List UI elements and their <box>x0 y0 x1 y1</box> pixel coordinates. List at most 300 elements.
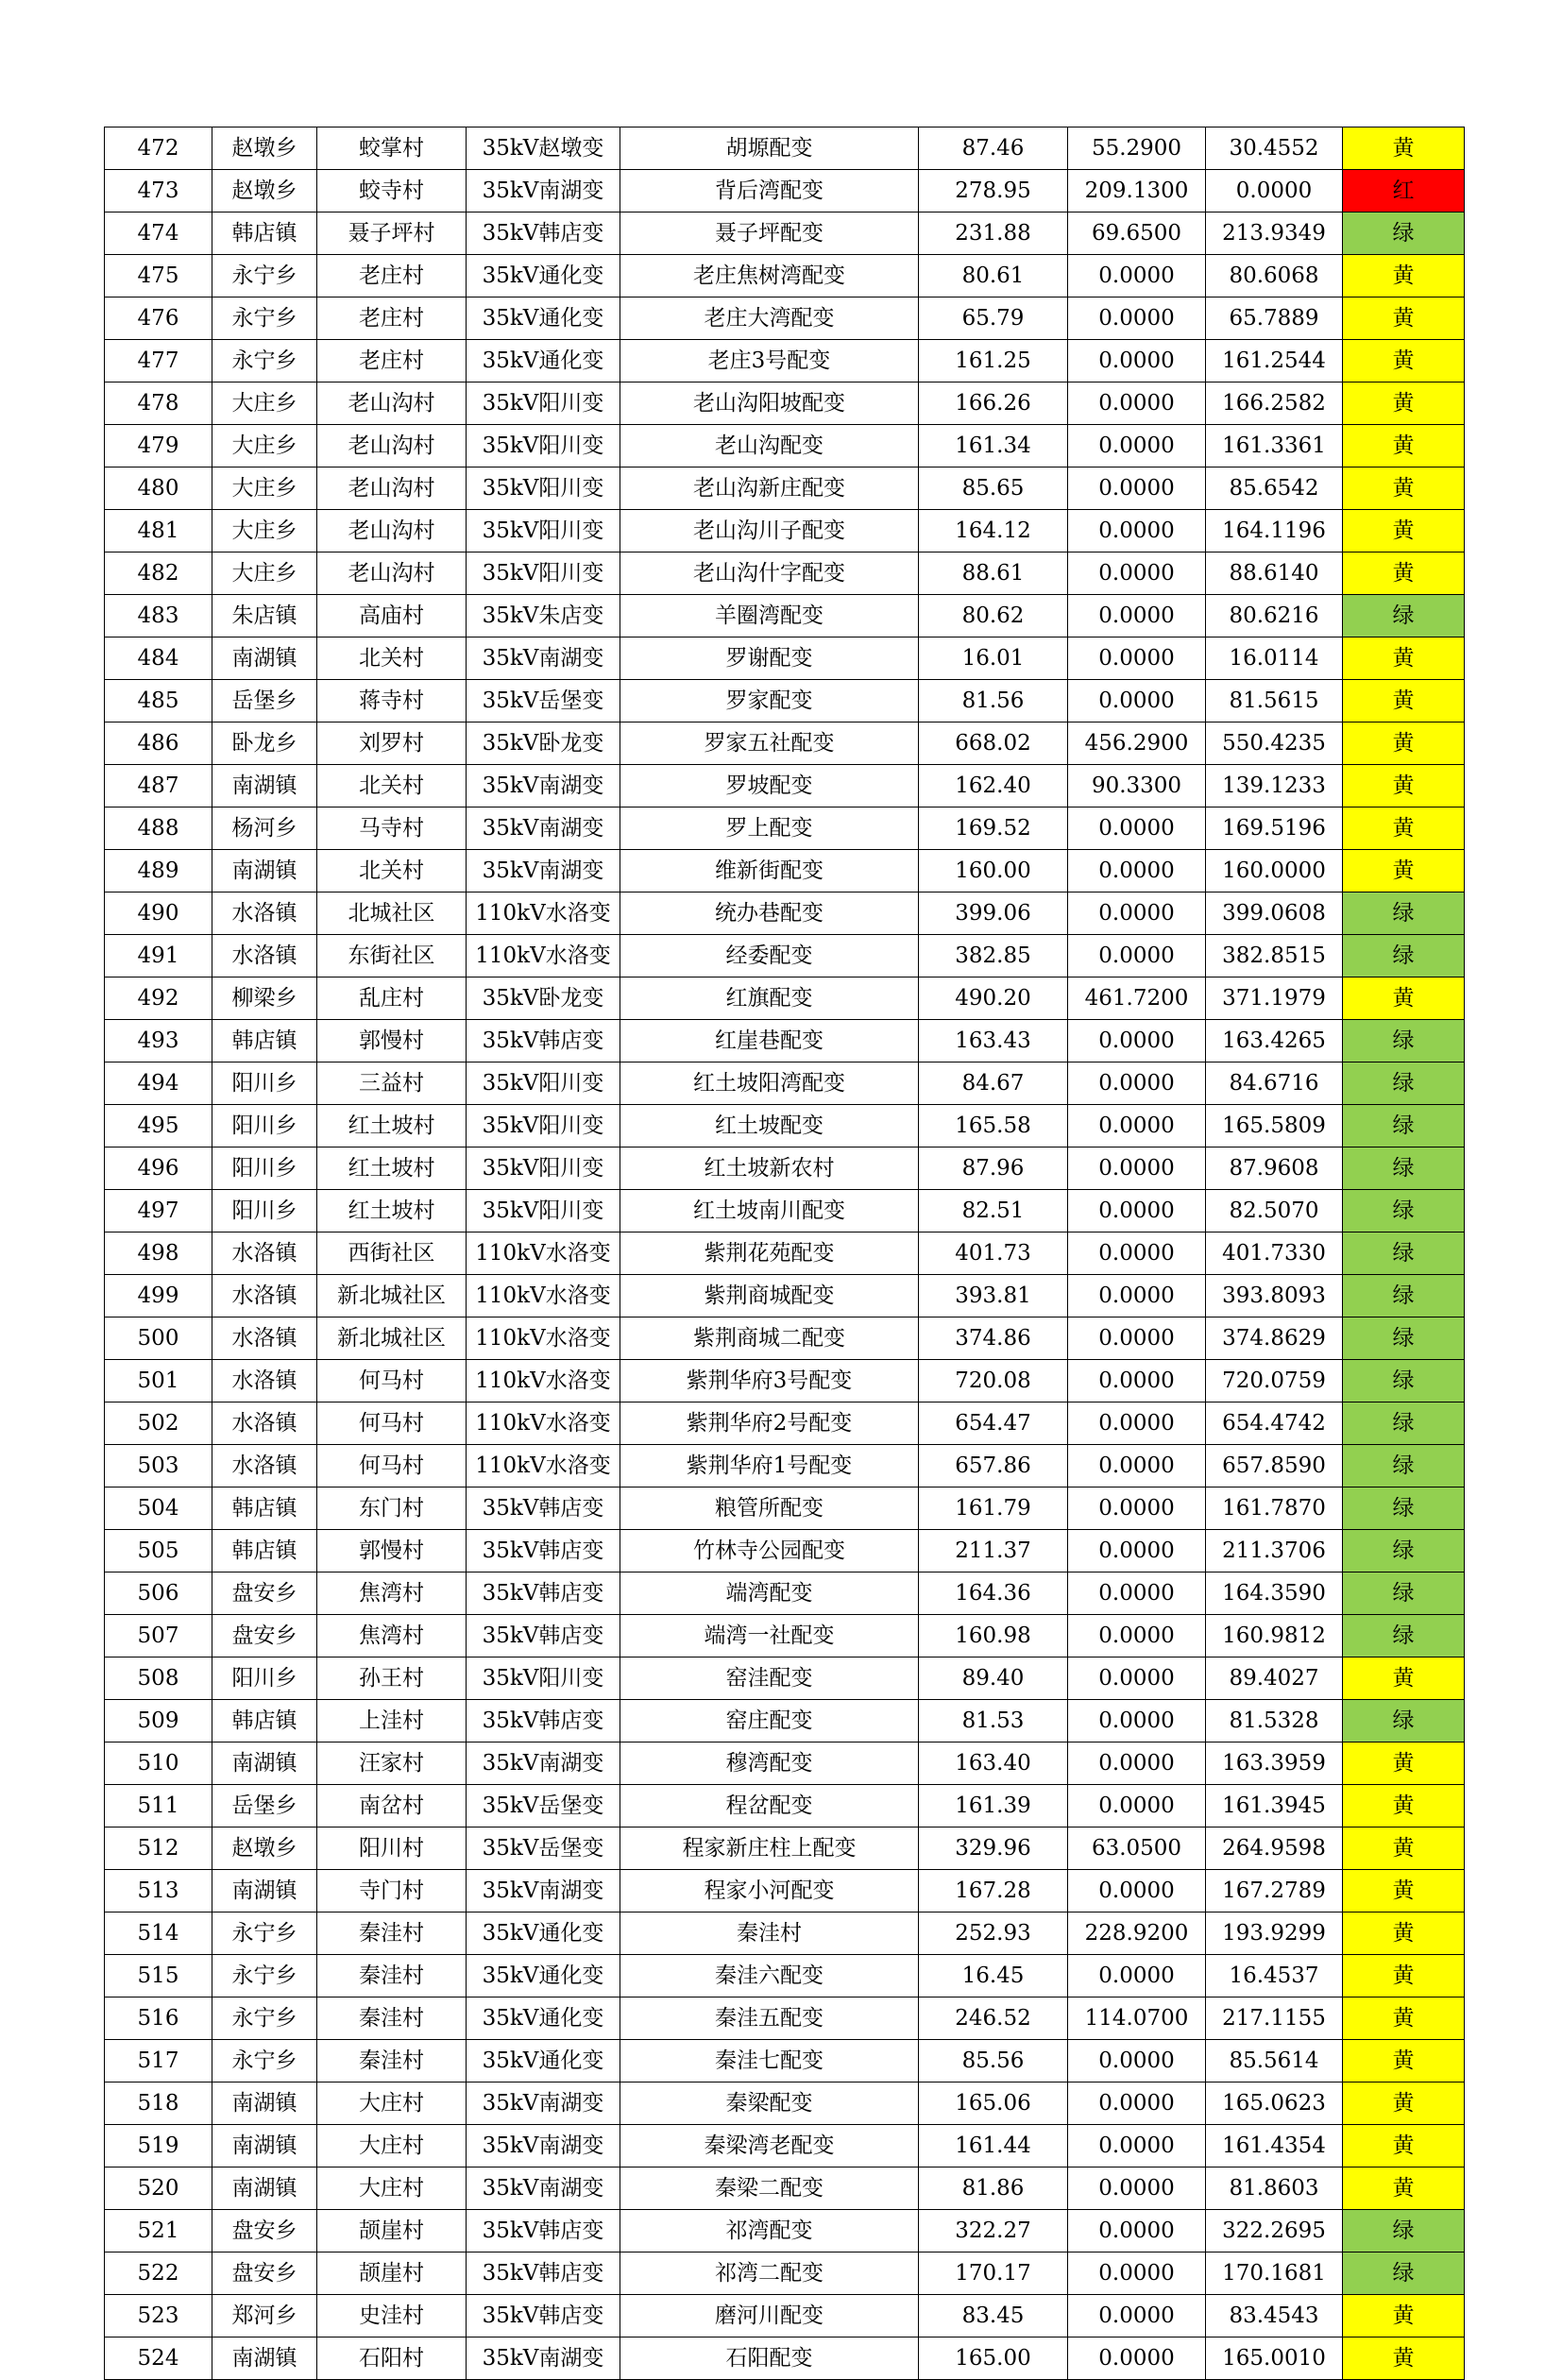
capacity-cell: 167.28 <box>919 1870 1068 1912</box>
table-row <box>105 1445 1465 1488</box>
township-cell: 韩店镇 <box>212 1488 317 1530</box>
row-number-cell: 518 <box>105 2082 212 2125</box>
village-cell: 焦湾村 <box>317 1572 467 1615</box>
table-row <box>105 1275 1465 1318</box>
table-row <box>105 595 1465 638</box>
row-number-cell: 508 <box>105 1658 212 1700</box>
value-a-cell: 0.0000 <box>1068 850 1206 892</box>
township-cell: 赵墩乡 <box>212 170 317 212</box>
transformer-name-cell: 老山沟新庄配变 <box>620 468 919 510</box>
value-a-cell: 0.0000 <box>1068 1445 1206 1488</box>
value-b-cell: 654.4742 <box>1206 1402 1343 1445</box>
value-a-cell: 0.0000 <box>1068 1955 1206 1998</box>
village-cell: 秦洼村 <box>317 1955 467 1998</box>
village-cell: 马寺村 <box>317 808 467 850</box>
substation-cell: 110kV水洛变 <box>467 892 620 935</box>
value-b-cell: 88.6140 <box>1206 552 1343 595</box>
status-cell: 绿 <box>1343 2252 1465 2295</box>
table-row <box>105 1148 1465 1190</box>
substation-cell: 35kV阳川变 <box>467 1062 620 1105</box>
township-cell: 南湖镇 <box>212 1870 317 1912</box>
value-a-cell: 55.2900 <box>1068 128 1206 170</box>
value-a-cell: 209.1300 <box>1068 170 1206 212</box>
capacity-cell: 231.88 <box>919 212 1068 255</box>
value-b-cell: 30.4552 <box>1206 128 1343 170</box>
village-cell: 新北城社区 <box>317 1275 467 1318</box>
transformer-name-cell: 端湾配变 <box>620 1572 919 1615</box>
row-number-cell: 487 <box>105 765 212 808</box>
row-number-cell: 512 <box>105 1828 212 1870</box>
substation-cell: 35kV韩店变 <box>467 2210 620 2252</box>
transformer-name-cell: 维新街配变 <box>620 850 919 892</box>
value-a-cell: 0.0000 <box>1068 425 1206 468</box>
value-a-cell: 0.0000 <box>1068 2338 1206 2380</box>
substation-cell: 35kV南湖变 <box>467 170 620 212</box>
substation-cell: 35kV南湖变 <box>467 2168 620 2210</box>
table-row <box>105 510 1465 552</box>
transformer-name-cell: 窑庄配变 <box>620 1700 919 1742</box>
village-cell: 寺门村 <box>317 1870 467 1912</box>
township-cell: 南湖镇 <box>212 2125 317 2168</box>
transformer-name-cell: 竹林寺公园配变 <box>620 1530 919 1572</box>
transformer-name-cell: 羊圈湾配变 <box>620 595 919 638</box>
status-cell: 绿 <box>1343 1360 1465 1402</box>
village-cell: 大庄村 <box>317 2125 467 2168</box>
transformer-name-cell: 秦梁湾老配变 <box>620 2125 919 2168</box>
substation-cell: 35kV阳川变 <box>467 552 620 595</box>
village-cell: 东门村 <box>317 1488 467 1530</box>
substation-cell: 110kV水洛变 <box>467 1445 620 1488</box>
value-a-cell: 0.0000 <box>1068 935 1206 978</box>
capacity-cell: 720.08 <box>919 1360 1068 1402</box>
township-cell: 韩店镇 <box>212 212 317 255</box>
township-cell: 水洛镇 <box>212 892 317 935</box>
transformer-name-cell: 程岔配变 <box>620 1785 919 1828</box>
village-cell: 上洼村 <box>317 1700 467 1742</box>
village-cell: 老山沟村 <box>317 552 467 595</box>
table-row <box>105 1615 1465 1658</box>
capacity-cell: 399.06 <box>919 892 1068 935</box>
township-cell: 永宁乡 <box>212 1998 317 2040</box>
status-cell: 绿 <box>1343 212 1465 255</box>
village-cell: 何马村 <box>317 1402 467 1445</box>
value-a-cell: 0.0000 <box>1068 298 1206 340</box>
transformer-name-cell: 罗上配变 <box>620 808 919 850</box>
village-cell: 蛟掌村 <box>317 128 467 170</box>
value-a-cell: 0.0000 <box>1068 2082 1206 2125</box>
value-b-cell: 16.4537 <box>1206 1955 1343 1998</box>
table-row <box>105 1700 1465 1742</box>
row-number-cell: 509 <box>105 1700 212 1742</box>
value-a-cell: 0.0000 <box>1068 382 1206 425</box>
transformer-name-cell: 程家小河配变 <box>620 1870 919 1912</box>
transformer-name-cell: 端湾一社配变 <box>620 1615 919 1658</box>
capacity-cell: 161.25 <box>919 340 1068 382</box>
status-cell: 黄 <box>1343 1912 1465 1955</box>
village-cell: 秦洼村 <box>317 2040 467 2082</box>
status-cell: 黄 <box>1343 850 1465 892</box>
value-b-cell: 161.3361 <box>1206 425 1343 468</box>
row-number-cell: 478 <box>105 382 212 425</box>
substation-cell: 35kV南湖变 <box>467 1870 620 1912</box>
township-cell: 阳川乡 <box>212 1148 317 1190</box>
status-cell: 黄 <box>1343 2295 1465 2338</box>
value-b-cell: 166.2582 <box>1206 382 1343 425</box>
row-number-cell: 477 <box>105 340 212 382</box>
transformer-name-cell: 秦洼六配变 <box>620 1955 919 1998</box>
table-row <box>105 765 1465 808</box>
township-cell: 水洛镇 <box>212 1445 317 1488</box>
substation-cell: 110kV水洛变 <box>467 1360 620 1402</box>
township-cell: 阳川乡 <box>212 1062 317 1105</box>
township-cell: 大庄乡 <box>212 468 317 510</box>
row-number-cell: 493 <box>105 1020 212 1062</box>
table-row <box>105 1785 1465 1828</box>
village-cell: 老山沟村 <box>317 510 467 552</box>
row-number-cell: 485 <box>105 680 212 722</box>
transformer-name-cell: 罗家五社配变 <box>620 722 919 765</box>
status-cell: 黄 <box>1343 468 1465 510</box>
substation-cell: 35kV南湖变 <box>467 1742 620 1785</box>
transformer-name-cell: 统办巷配变 <box>620 892 919 935</box>
value-b-cell: 374.8629 <box>1206 1318 1343 1360</box>
village-cell: 何马村 <box>317 1360 467 1402</box>
substation-cell: 35kV韩店变 <box>467 2295 620 2338</box>
transformer-name-cell: 秦洼村 <box>620 1912 919 1955</box>
capacity-cell: 161.39 <box>919 1785 1068 1828</box>
transformer-name-cell: 紫荆花苑配变 <box>620 1232 919 1275</box>
village-cell: 郭慢村 <box>317 1530 467 1572</box>
value-b-cell: 213.9349 <box>1206 212 1343 255</box>
table-row <box>105 2082 1465 2125</box>
substation-cell: 35kV岳堡变 <box>467 1785 620 1828</box>
township-cell: 郑河乡 <box>212 2295 317 2338</box>
table-row <box>105 2295 1465 2338</box>
transformer-name-cell: 秦梁二配变 <box>620 2168 919 2210</box>
transformer-name-cell: 老庄焦树湾配变 <box>620 255 919 298</box>
substation-cell: 35kV南湖变 <box>467 2082 620 2125</box>
value-a-cell: 90.3300 <box>1068 765 1206 808</box>
table-row <box>105 1530 1465 1572</box>
village-cell: 刘罗村 <box>317 722 467 765</box>
substation-cell: 35kV韩店变 <box>467 1572 620 1615</box>
capacity-cell: 165.06 <box>919 2082 1068 2125</box>
substation-cell: 35kV韩店变 <box>467 212 620 255</box>
capacity-cell: 654.47 <box>919 1402 1068 1445</box>
village-cell: 南岔村 <box>317 1785 467 1828</box>
village-cell: 北关村 <box>317 850 467 892</box>
value-b-cell: 161.4354 <box>1206 2125 1343 2168</box>
capacity-cell: 16.45 <box>919 1955 1068 1998</box>
capacity-cell: 80.62 <box>919 595 1068 638</box>
value-a-cell: 0.0000 <box>1068 892 1206 935</box>
capacity-cell: 170.17 <box>919 2252 1068 2295</box>
substation-cell: 35kV通化变 <box>467 255 620 298</box>
capacity-cell: 83.45 <box>919 2295 1068 2338</box>
transformer-name-cell: 老山沟配变 <box>620 425 919 468</box>
transformer-name-cell: 穆湾配变 <box>620 1742 919 1785</box>
table-row <box>105 722 1465 765</box>
status-cell: 黄 <box>1343 808 1465 850</box>
value-b-cell: 160.9812 <box>1206 1615 1343 1658</box>
row-number-cell: 516 <box>105 1998 212 2040</box>
transformer-name-cell: 罗坡配变 <box>620 765 919 808</box>
village-cell: 西街社区 <box>317 1232 467 1275</box>
value-b-cell: 165.0010 <box>1206 2338 1343 2380</box>
status-cell: 绿 <box>1343 1148 1465 1190</box>
table-row <box>105 298 1465 340</box>
table-row <box>105 978 1465 1020</box>
table-row <box>105 552 1465 595</box>
village-cell: 老山沟村 <box>317 382 467 425</box>
value-a-cell: 228.9200 <box>1068 1912 1206 1955</box>
village-cell: 乱庄村 <box>317 978 467 1020</box>
capacity-cell: 85.65 <box>919 468 1068 510</box>
row-number-cell: 488 <box>105 808 212 850</box>
status-cell: 绿 <box>1343 1572 1465 1615</box>
substation-cell: 35kV阳川变 <box>467 510 620 552</box>
table-row <box>105 1998 1465 2040</box>
substation-cell: 35kV卧龙变 <box>467 722 620 765</box>
township-cell: 岳堡乡 <box>212 1785 317 1828</box>
row-number-cell: 494 <box>105 1062 212 1105</box>
capacity-cell: 161.79 <box>919 1488 1068 1530</box>
status-cell: 黄 <box>1343 638 1465 680</box>
row-number-cell: 481 <box>105 510 212 552</box>
value-a-cell: 0.0000 <box>1068 1658 1206 1700</box>
substation-cell: 35kV韩店变 <box>467 1488 620 1530</box>
status-cell: 绿 <box>1343 1190 1465 1232</box>
value-a-cell: 0.0000 <box>1068 1360 1206 1402</box>
value-b-cell: 85.5614 <box>1206 2040 1343 2082</box>
substation-cell: 35kV赵墩变 <box>467 128 620 170</box>
capacity-cell: 81.86 <box>919 2168 1068 2210</box>
township-cell: 永宁乡 <box>212 2040 317 2082</box>
village-cell: 颉崖村 <box>317 2210 467 2252</box>
row-number-cell: 483 <box>105 595 212 638</box>
value-a-cell: 0.0000 <box>1068 2210 1206 2252</box>
value-a-cell: 0.0000 <box>1068 1275 1206 1318</box>
row-number-cell: 499 <box>105 1275 212 1318</box>
substation-cell: 35kV韩店变 <box>467 1020 620 1062</box>
value-b-cell: 83.4543 <box>1206 2295 1343 2338</box>
table-row <box>105 680 1465 722</box>
transformer-name-cell: 石阳配变 <box>620 2338 919 2380</box>
township-cell: 盘安乡 <box>212 1572 317 1615</box>
status-cell: 黄 <box>1343 2338 1465 2380</box>
transformer-name-cell: 祁湾配变 <box>620 2210 919 2252</box>
capacity-cell: 322.27 <box>919 2210 1068 2252</box>
village-cell: 红土坡村 <box>317 1148 467 1190</box>
village-cell: 红土坡村 <box>317 1105 467 1148</box>
value-b-cell: 720.0759 <box>1206 1360 1343 1402</box>
row-number-cell: 510 <box>105 1742 212 1785</box>
capacity-cell: 89.40 <box>919 1658 1068 1700</box>
capacity-cell: 246.52 <box>919 1998 1068 2040</box>
table-row <box>105 2252 1465 2295</box>
capacity-cell: 161.44 <box>919 2125 1068 2168</box>
value-a-cell: 0.0000 <box>1068 255 1206 298</box>
capacity-cell: 393.81 <box>919 1275 1068 1318</box>
substation-cell: 110kV水洛变 <box>467 1275 620 1318</box>
value-b-cell: 322.2695 <box>1206 2210 1343 2252</box>
status-cell: 绿 <box>1343 1488 1465 1530</box>
township-cell: 盘安乡 <box>212 1615 317 1658</box>
capacity-cell: 65.79 <box>919 298 1068 340</box>
township-cell: 永宁乡 <box>212 340 317 382</box>
capacity-cell: 252.93 <box>919 1912 1068 1955</box>
substation-cell: 35kV通化变 <box>467 2040 620 2082</box>
value-a-cell: 0.0000 <box>1068 1062 1206 1105</box>
value-b-cell: 161.3945 <box>1206 1785 1343 1828</box>
value-a-cell: 0.0000 <box>1068 468 1206 510</box>
village-cell: 何马村 <box>317 1445 467 1488</box>
table-row <box>105 1190 1465 1232</box>
township-cell: 赵墩乡 <box>212 1828 317 1870</box>
status-cell: 黄 <box>1343 1870 1465 1912</box>
value-b-cell: 217.1155 <box>1206 1998 1343 2040</box>
village-cell: 北城社区 <box>317 892 467 935</box>
status-cell: 绿 <box>1343 1700 1465 1742</box>
status-cell: 绿 <box>1343 1062 1465 1105</box>
substation-cell: 35kV卧龙变 <box>467 978 620 1020</box>
township-cell: 赵墩乡 <box>212 128 317 170</box>
row-number-cell: 484 <box>105 638 212 680</box>
table-row <box>105 1742 1465 1785</box>
value-a-cell: 0.0000 <box>1068 638 1206 680</box>
value-b-cell: 163.3959 <box>1206 1742 1343 1785</box>
status-cell: 黄 <box>1343 765 1465 808</box>
status-cell: 红 <box>1343 170 1465 212</box>
substation-cell: 35kV南湖变 <box>467 638 620 680</box>
row-number-cell: 519 <box>105 2125 212 2168</box>
table-row <box>105 1402 1465 1445</box>
capacity-cell: 81.53 <box>919 1700 1068 1742</box>
transformer-name-cell: 磨河川配变 <box>620 2295 919 2338</box>
substation-cell: 35kV通化变 <box>467 1955 620 1998</box>
value-b-cell: 89.4027 <box>1206 1658 1343 1700</box>
capacity-cell: 165.58 <box>919 1105 1068 1148</box>
village-cell: 大庄村 <box>317 2082 467 2125</box>
capacity-cell: 87.46 <box>919 128 1068 170</box>
row-number-cell: 505 <box>105 1530 212 1572</box>
township-cell: 永宁乡 <box>212 298 317 340</box>
status-cell: 绿 <box>1343 935 1465 978</box>
row-number-cell: 482 <box>105 552 212 595</box>
village-cell: 郭慢村 <box>317 1020 467 1062</box>
table-row <box>105 892 1465 935</box>
village-cell: 高庙村 <box>317 595 467 638</box>
status-cell: 绿 <box>1343 1402 1465 1445</box>
row-number-cell: 520 <box>105 2168 212 2210</box>
transformer-name-cell: 窑洼配变 <box>620 1658 919 1700</box>
row-number-cell: 504 <box>105 1488 212 1530</box>
status-cell: 绿 <box>1343 1445 1465 1488</box>
table-row <box>105 638 1465 680</box>
status-cell: 绿 <box>1343 1105 1465 1148</box>
value-b-cell: 81.8603 <box>1206 2168 1343 2210</box>
substation-cell: 35kV阳川变 <box>467 1148 620 1190</box>
substation-cell: 35kV阳川变 <box>467 1105 620 1148</box>
status-cell: 黄 <box>1343 340 1465 382</box>
status-cell: 黄 <box>1343 1998 1465 2040</box>
transformer-name-cell: 秦洼五配变 <box>620 1998 919 2040</box>
row-number-cell: 502 <box>105 1402 212 1445</box>
township-cell: 杨河乡 <box>212 808 317 850</box>
transformer-name-cell: 红土坡配变 <box>620 1105 919 1148</box>
value-a-cell: 0.0000 <box>1068 1105 1206 1148</box>
status-cell: 黄 <box>1343 425 1465 468</box>
township-cell: 盘安乡 <box>212 2252 317 2295</box>
capacity-cell: 80.61 <box>919 255 1068 298</box>
capacity-cell: 211.37 <box>919 1530 1068 1572</box>
capacity-cell: 401.73 <box>919 1232 1068 1275</box>
row-number-cell: 491 <box>105 935 212 978</box>
row-number-cell: 523 <box>105 2295 212 2338</box>
value-a-cell: 0.0000 <box>1068 1615 1206 1658</box>
value-a-cell: 0.0000 <box>1068 1742 1206 1785</box>
village-cell: 蛟寺村 <box>317 170 467 212</box>
capacity-cell: 163.43 <box>919 1020 1068 1062</box>
table-row <box>105 2338 1465 2380</box>
value-a-cell: 0.0000 <box>1068 552 1206 595</box>
value-a-cell: 0.0000 <box>1068 340 1206 382</box>
table-row <box>105 1232 1465 1275</box>
value-a-cell: 0.0000 <box>1068 1870 1206 1912</box>
capacity-cell: 278.95 <box>919 170 1068 212</box>
table-row <box>105 1955 1465 1998</box>
township-cell: 阳川乡 <box>212 1190 317 1232</box>
status-cell: 黄 <box>1343 1955 1465 1998</box>
village-cell: 秦洼村 <box>317 1998 467 2040</box>
township-cell: 韩店镇 <box>212 1700 317 1742</box>
capacity-cell: 85.56 <box>919 2040 1068 2082</box>
row-number-cell: 521 <box>105 2210 212 2252</box>
row-number-cell: 513 <box>105 1870 212 1912</box>
capacity-cell: 374.86 <box>919 1318 1068 1360</box>
status-cell: 黄 <box>1343 298 1465 340</box>
value-a-cell: 0.0000 <box>1068 510 1206 552</box>
value-a-cell: 0.0000 <box>1068 1572 1206 1615</box>
township-cell: 南湖镇 <box>212 1742 317 1785</box>
row-number-cell: 476 <box>105 298 212 340</box>
status-cell: 绿 <box>1343 1232 1465 1275</box>
capacity-cell: 657.86 <box>919 1445 1068 1488</box>
value-b-cell: 81.5615 <box>1206 680 1343 722</box>
table-row <box>105 128 1465 170</box>
value-a-cell: 0.0000 <box>1068 2125 1206 2168</box>
status-cell: 黄 <box>1343 722 1465 765</box>
status-cell: 黄 <box>1343 978 1465 1020</box>
value-a-cell: 114.0700 <box>1068 1998 1206 2040</box>
capacity-cell: 490.20 <box>919 978 1068 1020</box>
table-row <box>105 212 1465 255</box>
value-b-cell: 161.2544 <box>1206 340 1343 382</box>
value-b-cell: 87.9608 <box>1206 1148 1343 1190</box>
row-number-cell: 496 <box>105 1148 212 1190</box>
row-number-cell: 503 <box>105 1445 212 1488</box>
substation-cell: 35kV南湖变 <box>467 2338 620 2380</box>
capacity-cell: 160.00 <box>919 850 1068 892</box>
status-cell: 黄 <box>1343 1742 1465 1785</box>
status-cell: 绿 <box>1343 2210 1465 2252</box>
table-row <box>105 1318 1465 1360</box>
status-cell: 绿 <box>1343 1615 1465 1658</box>
value-a-cell: 63.0500 <box>1068 1828 1206 1870</box>
substation-cell: 35kV南湖变 <box>467 765 620 808</box>
row-number-cell: 486 <box>105 722 212 765</box>
capacity-cell: 81.56 <box>919 680 1068 722</box>
